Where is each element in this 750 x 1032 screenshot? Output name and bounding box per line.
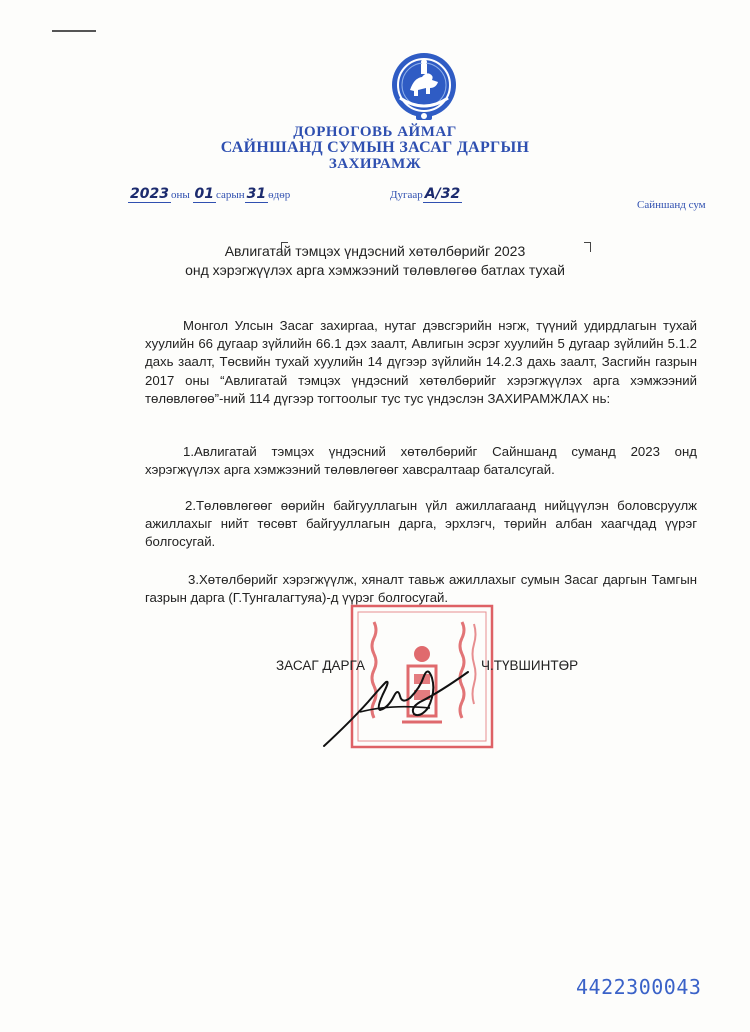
order-item-1: 1.Авлигатай тэмцэх үндэсний хөтөлбөрийг Сайншанд суманд 2023 онд хэрэгжүүлэх арга хэмжээний төлөвлөгөөг хавсралтаар баталсугай. [145,444,697,478]
corner-mark [52,30,96,32]
date-month-suffix: сарын [215,189,245,201]
date-year-suffix: оны [170,189,190,201]
date-month: 01 [194,186,214,202]
mongolia-state-emblem-icon [386,50,462,124]
preamble-paragraph: Монгол Улсын Засаг захиргаа, нутаг дэвсгэрийн нэгж, түүний удирдлагын тухай хуулийн 66 дугаар зүйлийн 66.1 дэх заалт, Авлигын эсрэг хуулийн 5 дугаар зүйлийн 5.1.2 дахь заалт, Төсвийн тухай хуулийн 14 дүгээр зүйлийн 14.2.3 дахь заалт, Засгийн газрын 2017 оны “Авлигатай тэмцэх үндэсний хөтөлбөрийг хэрэгжүүлэх арга хэмжээний төлөвлөгөө”-ний 114 дүгээр тогтоолыг тус тус үндэслэн ЗАХИРАМЖЛАХ нь: [145,318,697,406]
date-day: 31 [246,186,267,202]
document-place: Сайншанд сум [637,199,706,211]
date-day-suffix: өдөр [268,189,291,201]
document-title-line1: Авлигатай тэмцэх үндэсний хөтөлбөрийг 2023 [224,243,526,259]
document-title-line2: онд хэрэгжүүлэх арга хэмжээний төлөвлөгөө батлах тухай [185,262,565,278]
org-office: САЙНШАНД СУМЫН ЗАСАГ ДАРГЫН [220,139,530,156]
order-item-3: 3.Хөтөлбөрийг хэрэгжүүлж, хяналт тавьж ажиллахыг сумын Засаг даргын Тамгын газрын дарга (Г.Тунгалагтуяа)-д үүрэг болгосугай. [145,572,697,606]
date-year: 2023 [130,186,169,202]
order-item-2: 2.Төлөвлөгөөг өөрийн байгууллагын үйл ажиллагаанд нийцүүлэн боловсруулж ажиллахыг нийт төсөвт байгууллагын дарга, эрхлэгч, төрийн албан хаагчдад үүрэг болгосугай. [145,498,697,550]
document-type: ЗАХИРАМЖ [328,156,422,172]
signer-title: ЗАСАГ ДАРГА [276,658,365,673]
org-region: ДОРНОГОВЬ АЙМАГ [293,124,457,140]
document-date [128,186,290,202]
document-number [390,186,462,202]
number-label: Дугаар [390,189,423,201]
number-value: А/32 [424,186,461,202]
signer-name: Ч.ТҮВШИНТӨР [481,658,579,673]
serial-number: 4422300043 [576,975,702,999]
